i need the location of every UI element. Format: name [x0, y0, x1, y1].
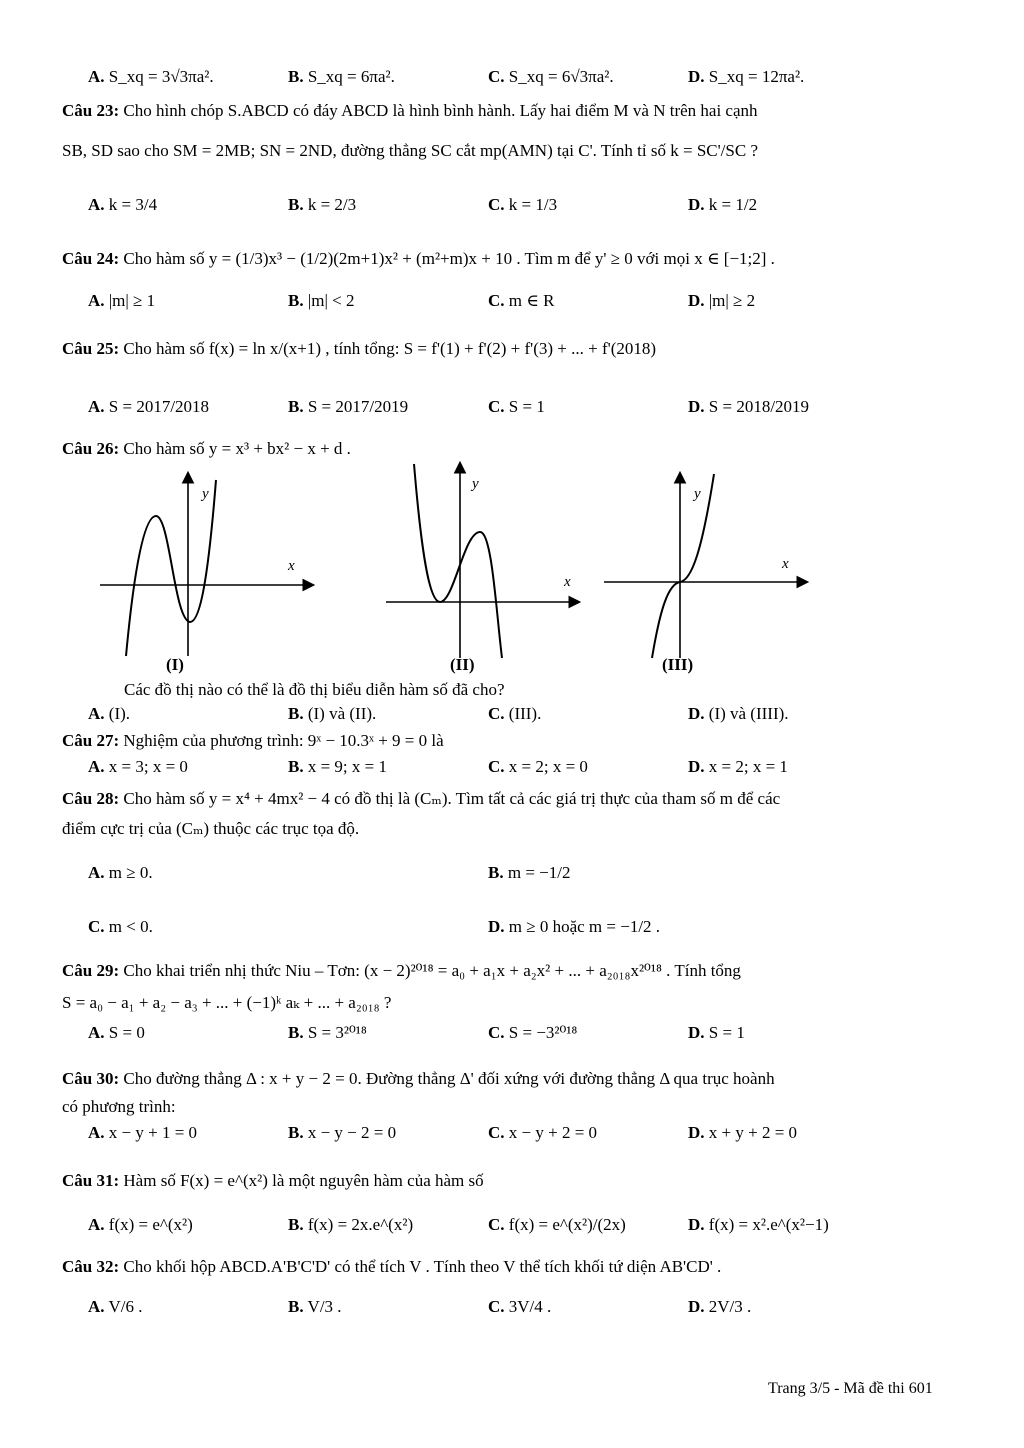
q25-option-c: C. S = 1	[488, 397, 545, 416]
q31-option-d: D. f(x) = x².e^(x²−1)	[688, 1215, 829, 1234]
q24-option-a: A. |m| ≥ 1	[88, 291, 156, 310]
q26-option-b: B. (I) và (II).	[288, 704, 377, 723]
q26-question: Các đồ thị nào có thể là đồ thị biểu diễn hàm số đã cho?	[124, 680, 505, 699]
q30-option-c: C. x − y + 2 = 0	[488, 1123, 598, 1142]
q22-option-d: D. S_xq = 12πa².	[688, 67, 805, 86]
q24-text: Câu 24: Cho hàm số y = (1/3)x³ − (1/2)(2m+1)x² + (m²+m)x + 10 . Tìm m để y' ≥ 0 với mọi x ∈ [−1;2] .	[62, 249, 775, 268]
q25-option-b: B. S = 2017/2019	[288, 397, 409, 416]
graph-i-label: (I)	[166, 655, 184, 674]
q32-option-d: D. 2V/3 .	[688, 1297, 752, 1316]
q28-line1: Câu 28: Cho hàm số y = x⁴ + 4mx² − 4 có đồ thị là (Cₘ). Tìm tất cả các giá trị thực của tham số m để các	[62, 789, 781, 808]
q32-option-c: C. 3V/4 .	[488, 1297, 552, 1316]
graph-iii-curve	[652, 474, 714, 658]
q28-line2: điểm cực trị của (Cₘ) thuộc các trục tọa độ.	[62, 819, 360, 838]
graph-iii-y-label: y	[694, 486, 701, 502]
graph-ii-y-label: y	[472, 476, 479, 492]
q27-option-b: B. x = 9; x = 1	[288, 757, 387, 776]
q26-option-c: C. (III).	[488, 704, 542, 723]
graph-i-y-label: y	[202, 486, 209, 502]
q23-option-c: C. k = 1/3	[488, 195, 558, 214]
graph-ii-label: (II)	[450, 655, 475, 674]
q23-option-a: A. k = 3/4	[88, 195, 158, 214]
q24-option-b: B. |m| < 2	[288, 291, 355, 310]
q27-option-a: A. x = 3; x = 0	[88, 757, 188, 776]
q30-option-a: A. x − y + 1 = 0	[88, 1123, 198, 1142]
graph-i-x-label: x	[288, 558, 295, 574]
q26-option-a: A. (I).	[88, 704, 131, 723]
q22-option-c: C. S_xq = 6√3πa².	[488, 67, 614, 86]
q26-option-d: D. (I) và (IIII).	[688, 704, 789, 723]
graph-iii	[602, 470, 812, 660]
q31-option-c: C. f(x) = e^(x²)/(2x)	[488, 1215, 626, 1234]
q27-text: Câu 27: Nghiệm của phương trình: 9ˣ − 10.3ˣ + 9 = 0 là	[62, 731, 444, 750]
q30-line2: có phương trình:	[62, 1097, 176, 1116]
graph-ii-x-label: x	[564, 574, 571, 590]
q29-option-a: A. S = 0	[88, 1023, 145, 1042]
graph-i-curve	[126, 480, 216, 656]
q26-text: Câu 26: Cho hàm số y = x³ + bx² − x + d .	[62, 439, 351, 458]
q23-line2: SB, SD sao cho SM = 2MB; SN = 2ND, đường thẳng SC cắt mp(AMN) tại C'. Tính tỉ số k = SC'/SC ?	[62, 141, 758, 160]
q27-option-c: C. x = 2; x = 0	[488, 757, 588, 776]
q22-option-a: A. S_xq = 3√3πa².	[88, 67, 214, 86]
q25-text: Câu 25: Cho hàm số f(x) = ln x/(x+1) , tính tổng: S = f'(1) + f'(2) + f'(3) + ... + f'(2018)	[62, 339, 657, 358]
q29-line2: S = a₀ − a₁ + a₂ − a₃ + ... + (−1)ᵏ aₖ + ... + a₂₀₁₈ ?	[62, 993, 392, 1012]
q25-option-a: A. S = 2017/2018	[88, 397, 210, 416]
graph-iii-label: (III)	[662, 655, 694, 674]
q29-option-d: D. S = 1	[688, 1023, 745, 1042]
q28-option-c: C. m < 0.	[88, 917, 153, 936]
q30-option-d: D. x + y + 2 = 0	[688, 1123, 798, 1142]
q27-option-d: D. x = 2; x = 1	[688, 757, 788, 776]
q30-line1: Câu 30: Cho đường thẳng Δ : x + y − 2 = 0. Đường thẳng Δ' đối xứng với đường thẳng Δ qua trục hoành	[62, 1069, 775, 1088]
q28-option-b: B. m = −1/2	[488, 863, 571, 882]
q24-option-d: D. |m| ≥ 2	[688, 291, 756, 310]
q24-option-c: C. m ∈ R	[488, 291, 555, 310]
q29-option-c: C. S = −3²⁰¹⁸	[488, 1023, 578, 1042]
q28-option-a: A. m ≥ 0.	[88, 863, 153, 882]
q32-text: Câu 32: Cho khối hộp ABCD.A'B'C'D' có thể tích V . Tính theo V thể tích khối tứ diện AB'CD' .	[62, 1257, 722, 1276]
graph-iii-x-label: x	[782, 556, 789, 572]
q31-option-a: A. f(x) = e^(x²)	[88, 1215, 193, 1234]
q31-option-b: B. f(x) = 2x.e^(x²)	[288, 1215, 414, 1234]
q23-option-d: D. k = 1/2	[688, 195, 758, 214]
q28-option-d: D. m ≥ 0 hoặc m = −1/2 .	[488, 917, 661, 936]
q23-option-b: B. k = 2/3	[288, 195, 357, 214]
q22-option-b: B. S_xq = 6πa².	[288, 67, 395, 86]
q29-line1: Câu 29: Cho khai triển nhị thức Niu – Tơn: (x − 2)²⁰¹⁸ = a₀ + a₁x + a₂x² + ... + a₂₀₁₈x²⁰¹⁸ . Tính tổng	[62, 961, 741, 980]
graph-ii	[384, 460, 584, 660]
graph-ii-curve	[414, 464, 502, 658]
q32-option-a: A. V/6 .	[88, 1297, 143, 1316]
page-footer: Trang 3/5 - Mã đề thi 601	[768, 1380, 933, 1397]
q32-option-b: B. V/3 .	[288, 1297, 342, 1316]
q30-option-b: B. x − y − 2 = 0	[288, 1123, 397, 1142]
q29-option-b: B. S = 3²⁰¹⁸	[288, 1023, 367, 1042]
q25-option-d: D. S = 2018/2019	[688, 397, 810, 416]
graph-i	[98, 470, 320, 658]
q31-text: Câu 31: Hàm số F(x) = e^(x²) là một nguyên hàm của hàm số	[62, 1171, 484, 1190]
q23-line1: Câu 23: Cho hình chóp S.ABCD có đáy ABCD là hình bình hành. Lấy hai điểm M và N trên hai cạnh	[62, 101, 758, 120]
